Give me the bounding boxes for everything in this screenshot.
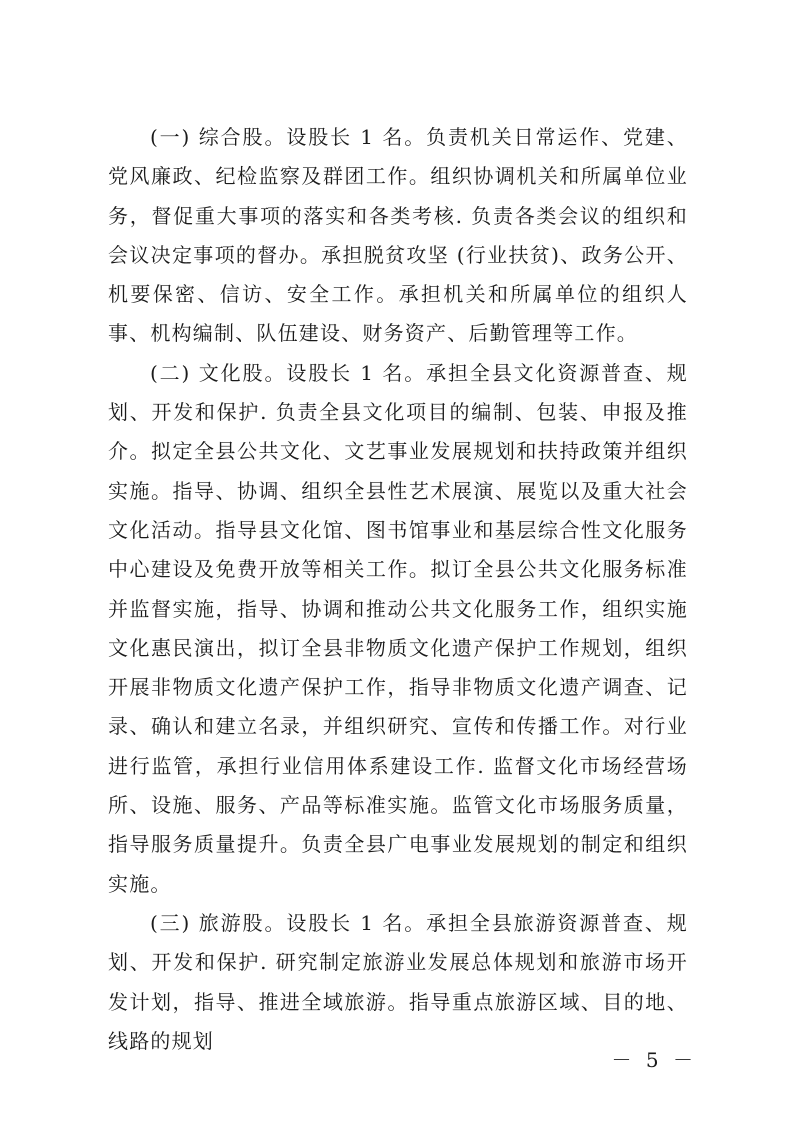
- paragraph-tourism-section: (三) 旅游股。设股长 1 名。承担全县旅游资源普查、规划、开发和保护. 研究制定旅游业发展总体规划和旅游市场开发计划，指导、推进全域旅游。指导重点旅游区域、目的地、线路的规划: [108, 910, 688, 1053]
- document-body: [108, 118, 688, 1061]
- page-number: － 5 －: [611, 1048, 697, 1072]
- paragraph-general-section: (一) 综合股。设股长 1 名。负责机关日常运作、党建、党风廉政、纪检监察及群团工作。组织协调机关和所属单位业务，督促重大事项的落实和各类考核. 负责各类会议的组织和会议决定事项的督办。承担脱贫攻坚 (行业扶贫)、政务公开、机要保密、信访、安全工作。承担机关和所属单位的组织人事、机构编制、队伍建设、财务资产、后勤管理等工作。: [108, 125, 688, 346]
- paragraph-culture-section: (二) 文化股。设股长 1 名。承担全县文化资源普查、规划、开发和保护. 负责全县文化项目的编制、包装、申报及推介。拟定全县公共文化、文艺事业发展规划和扶持政策并组织实施。指导、协调、组织全县性艺术展演、展览以及重大社会文化活动。指导县文化馆、图书馆事业和基层综合性文化服务中心建设及免费开放等相关工作。拟订全县公共文化服务标准并监督实施，指导、协调和推动公共文化服务工作，组织实施文化惠民演出，拟订全县非物质文化遗产保护工作规划，组织开展非物质文化遗产保护工作，指导非物质文化遗产调查、记录、确认和建立名录，并组织研究、宣传和传播工作。对行业进行监管，承担行业信用体系建设工作. 监督文化市场经营场所、设施、服务、产品等标准实施。监管文化市场服务质量，指导服务质量提升。负责全县广电事业发展规划的制定和组织实施。: [108, 360, 688, 896]
